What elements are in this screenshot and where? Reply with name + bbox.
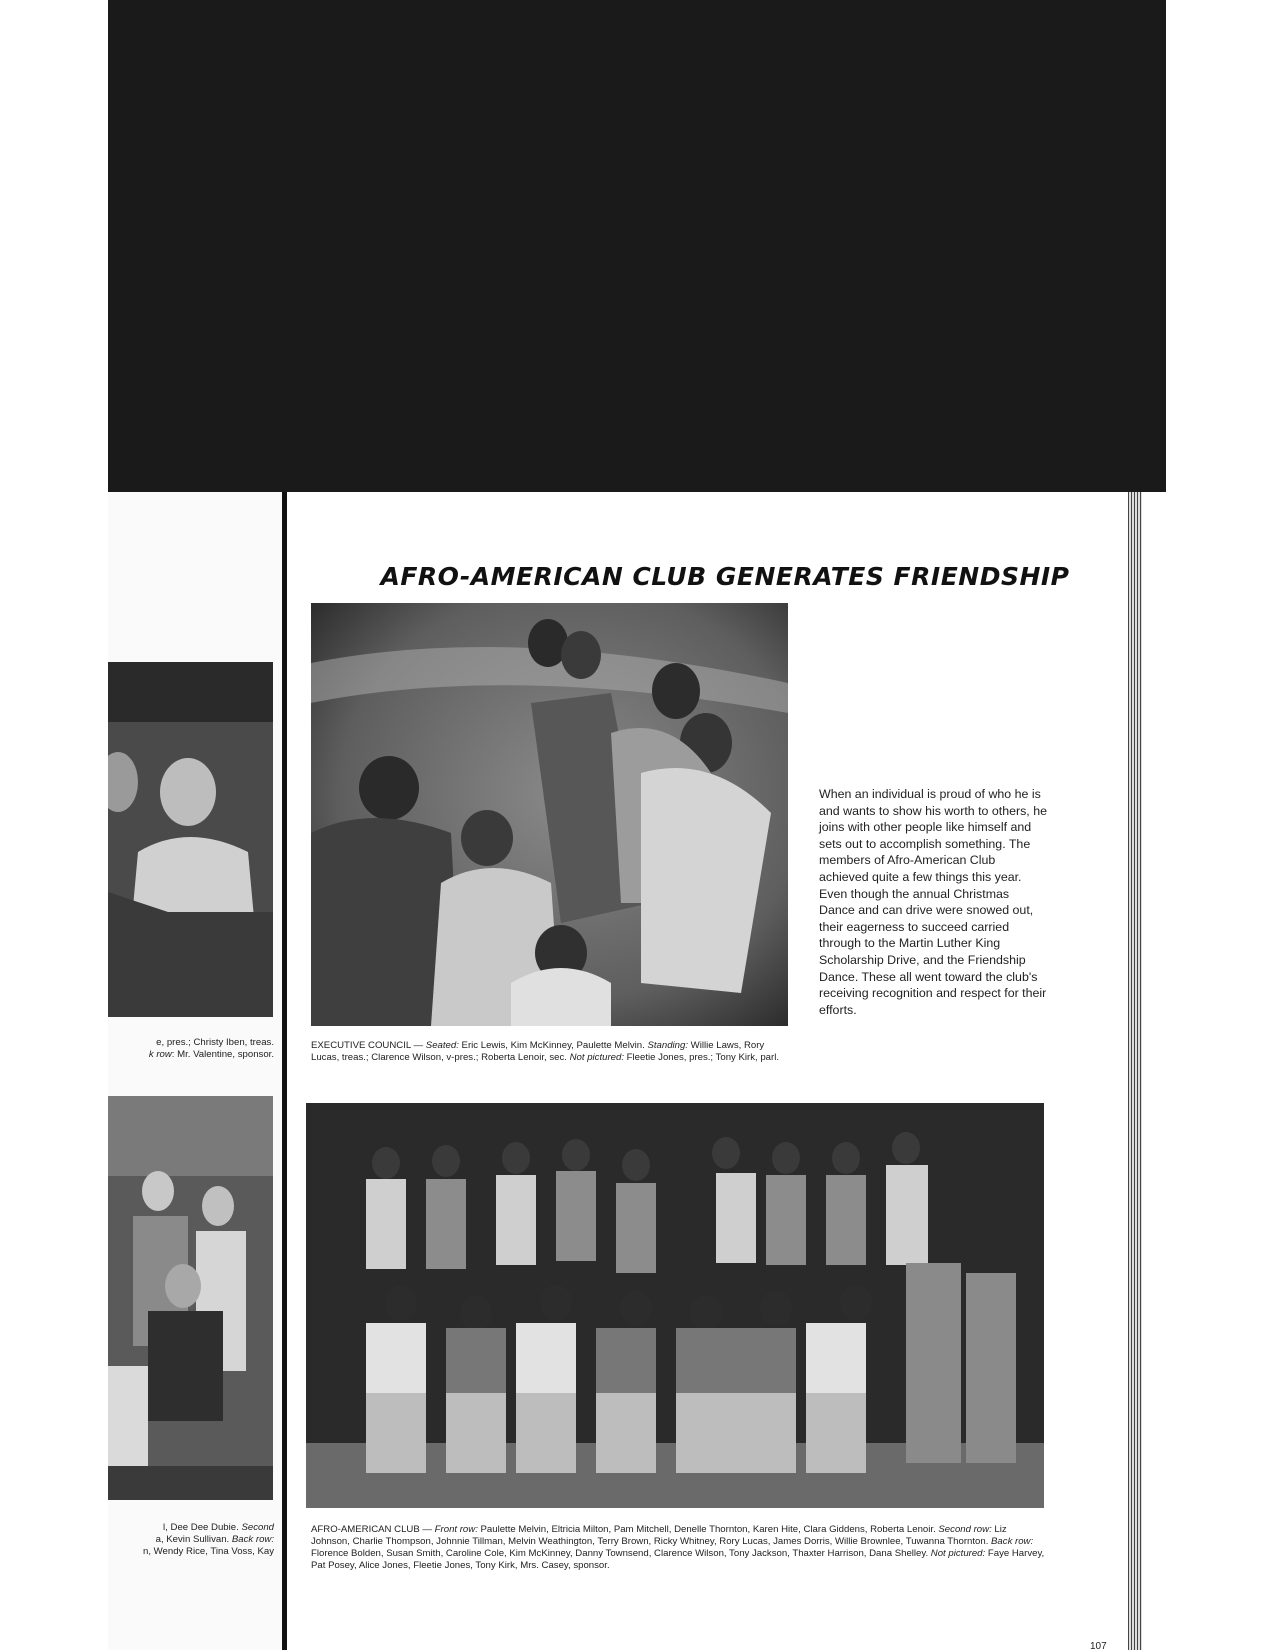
club-group-photo bbox=[306, 1103, 1044, 1508]
left-caption-line: n, Wendy Rice, Tina Voss, Kay bbox=[143, 1546, 274, 1557]
left-caption-line: k row: Mr. Valentine, sponsor. bbox=[148, 1049, 274, 1060]
page-number: 107 bbox=[1090, 1641, 1107, 1652]
left-page-caption-top bbox=[108, 1037, 274, 1061]
left-caption-line: a, Kevin Sullivan. Back row: bbox=[155, 1534, 274, 1545]
article-body-text: When an individual is proud of who he is and wants to show his worth to others, he joins with other people like himself and sets out to accomplish something. The members of Afro-American Club achieved quite a few things this year. Even though the annual Christmas Dance and can drive were snowed out, their eagerness to succeed carried through to the Martin Luther King Scholarship Drive, and the Friendship Dance. These all went toward the club's receiving recognition and respect for their efforts. bbox=[819, 787, 1047, 1017]
page-gutter bbox=[282, 492, 287, 1650]
scan-black-area bbox=[108, 0, 1166, 492]
left-page-photo-top bbox=[108, 662, 273, 1017]
left-page-photo-bottom bbox=[108, 1096, 273, 1500]
left-page-caption-bottom bbox=[108, 1522, 274, 1558]
left-caption-line: e, pres.; Christy Iben, treas. bbox=[156, 1037, 274, 1048]
executive-council-caption: EXECUTIVE COUNCIL — Seated: Eric Lewis, Kim McKinney, Paulette Melvin. Standing: Willie Laws, Rory Lucas, treas.; Clarence Wilson, v-pres.; Roberta Lenoir, sec. Not pictured: Fleetie Jones, pres.; Tony Kirk, parl. bbox=[311, 1040, 780, 1063]
page-edge bbox=[1128, 492, 1142, 1650]
left-caption-line: l, Dee Dee Dubie. Second bbox=[163, 1522, 274, 1533]
club-caption: AFRO-AMERICAN CLUB — Front row: Paulette Melvin, Eltricia Milton, Pam Mitchell, Denelle Thornton, Karen Hite, Clara Giddens, Roberta Lenoir. Second row: Liz Johnson, Charlie Thompson, Johnnie Tillman, Melvin Weathington, Terry Brown, Ricky Whitney, Rory Lucas, James Dorris, Willie Brownlee, Tuwanna Thornton. Back row: Florence Bolden, Susan Smith, Caroline Cole, Kim McKinney, Danny Townsend, Clarence Wilson, Tony Jackson, Thaxter Harrison, Dana Shelley. Not pictured: Faye Harvey, Pat Posey, Alice Jones, Fleetie Jones, Tony Kirk, Mrs. Casey, sponsor. bbox=[311, 1524, 1045, 1571]
page-title: AFRO-AMERICAN CLUB GENERATES FRIENDSHIP bbox=[380, 562, 1070, 591]
executive-council-photo bbox=[311, 603, 788, 1026]
